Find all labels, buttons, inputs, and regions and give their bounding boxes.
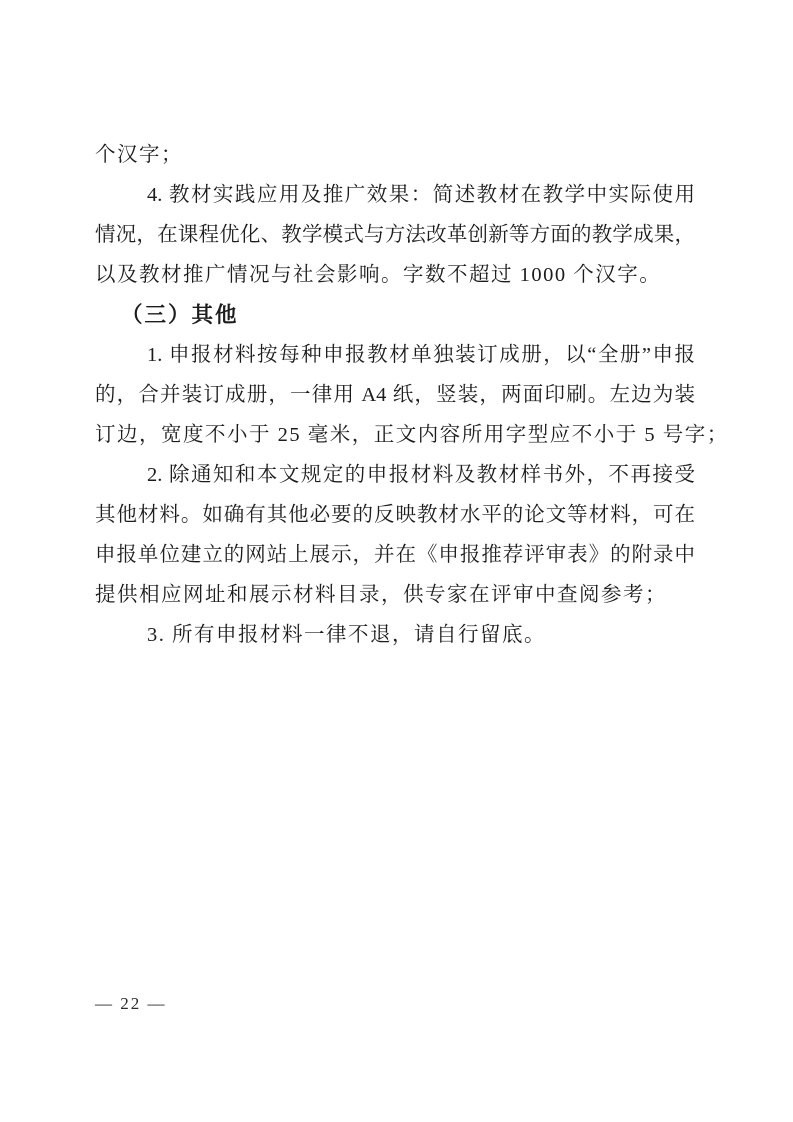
body-line: 1. 申报材料按每种申报教材单独装订成册，以“全册”申报 [147,344,695,366]
body-line: 情况，在课程优化、教学模式与方法改革创新等方面的教学成果， [95,224,695,246]
body-line: 2. 除通知和本文规定的申报材料及教材样书外，不再接受 [147,464,695,486]
page-body-text [95,135,729,655]
body-line: 申报单位建立的网站上展示，并在《申报推荐评审表》的附录中 [95,544,695,566]
body-line: 订边，宽度不小于 25 毫米，正文内容所用字型应不小于 5 号字； [95,424,729,446]
page-number: — 22 — [95,994,167,1013]
body-line: 提供相应网址和展示材料目录，供专家在评审中查阅参考； [95,584,667,606]
body-line: 个汉字； [95,144,183,166]
body-line: 3. 所有申报材料一律不退，请自行留底。 [147,624,546,646]
section-heading: （三）其他 [121,303,239,327]
body-line: 的，合并装订成册，一律用 A4 纸，竖装，两面印刷。左边为装 [95,384,695,406]
body-line: 以及教材推广情况与社会影响。字数不超过 1000 个汉字。 [95,264,662,286]
body-line: 其他材料。如确有其他必要的反映教材水平的论文等材料，可在 [95,504,695,526]
body-line: 4. 教材实践应用及推广效果：简述教材在教学中实际使用 [147,184,695,206]
